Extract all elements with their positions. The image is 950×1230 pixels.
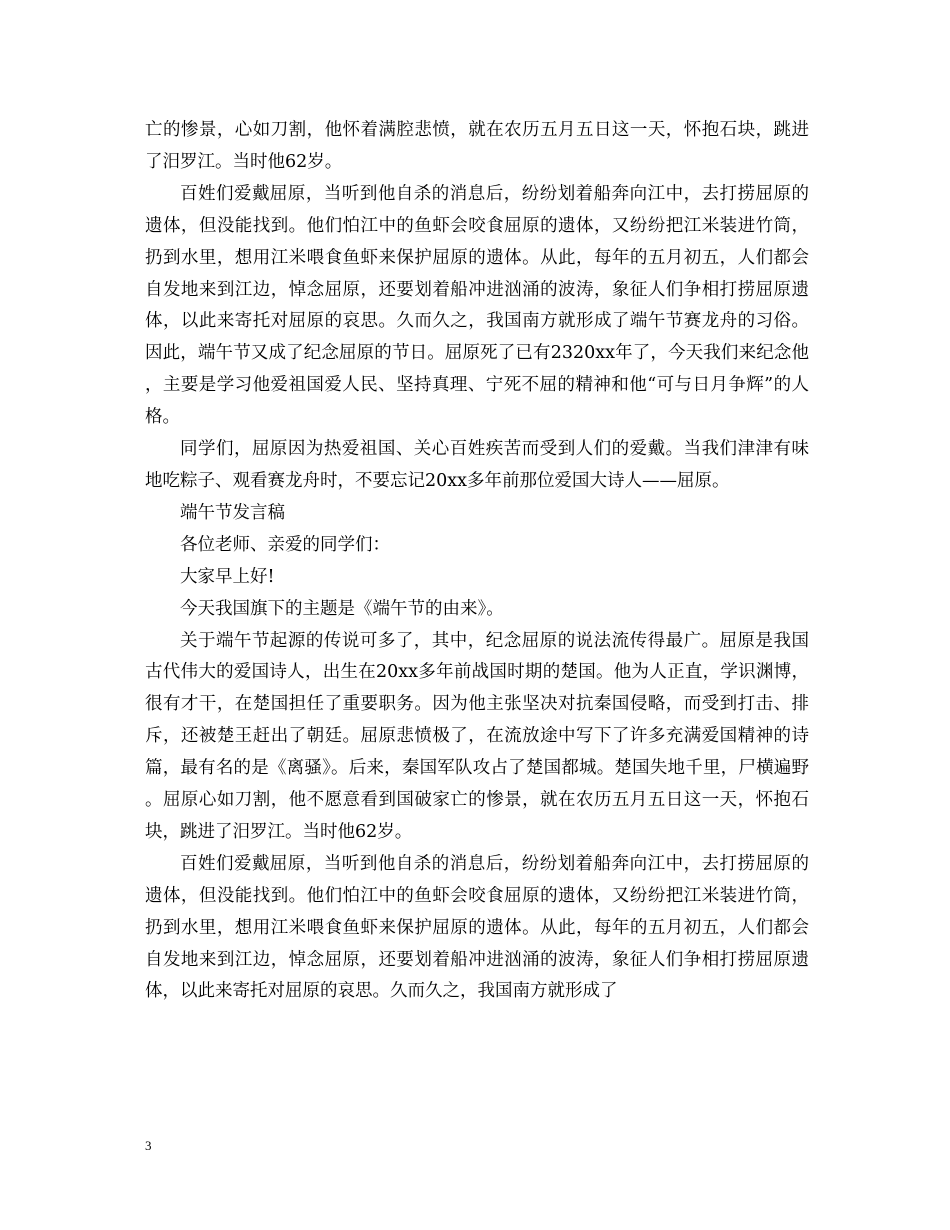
document-body xyxy=(145,115,809,1008)
page-number: 3 xyxy=(145,1138,152,1153)
paragraph: 百姓们爱戴屈原，当听到他自杀的消息后，纷纷划着船奔向江中，去打捞屈原的遗体，但没能找到。他们怕江中的鱼虾会咬食屈原的遗体，又纷纷把江米装进竹筒，扔到水里，想用江米喂食鱼虾来保护屈原的遗体。从此，每年的五月初五，人们都会自发地来到江边，悼念屈原，还要划着船冲进汹涌的波涛，象征人们争相打捞屈原遗体，以此来寄托对屈原的哀思。久而久之，我国南方就形成了 xyxy=(145,853,809,1002)
paragraph: 关于端午节起源的传说可多了，其中，纪念屈原的说法流传得最广。屈原是我国古代伟大的爱国诗人，出生在20xx多年前战国时期的楚国。他为人正直，学识渊博，很有才干，在楚国担任了重要职务。因为他主张坚决对抗秦国侵略，而受到打击、排斥，还被楚王赶出了朝廷。屈原悲愤极了，在流放途中写下了许多充满爱国精神的诗篇，最有名的是《离骚》。后来，秦国军队攻占了楚国都城。楚国失地千里，尸横遍野。屈原心如刀割，他不愿意看到国破家亡的惨景，就在农历五月五日这一天，怀抱石块，跳进了汨罗江。当时他62岁。 xyxy=(145,630,809,842)
paragraph: 大家早上好! xyxy=(180,566,275,587)
document-page xyxy=(145,115,809,1008)
paragraph: 今天我国旗下的主题是《端午节的由来》。 xyxy=(180,598,504,619)
paragraph: 同学们，屈原因为热爱祖国、关心百姓疾苦而受到人们的爱戴。当我们津津有味地吃粽子、观看赛龙舟时，不要忘记20xx多年前那位爱国大诗人——屈原。 xyxy=(145,439,809,491)
paragraph: 亡的惨景，心如刀割，他怀着满腔悲愤，就在农历五月五日这一天，怀抱石块，跳进了汨罗江。当时他62岁。 xyxy=(145,120,809,172)
paragraph: 百姓们爱戴屈原，当听到他自杀的消息后，纷纷划着船奔向江中，去打捞屈原的遗体，但没能找到。他们怕江中的鱼虾会咬食屈原的遗体，又纷纷把江米装进竹筒，扔到水里，想用江米喂食鱼虾来保护屈原的遗体。从此，每年的五月初五，人们都会自发地来到江边，悼念屈原，还要划着船冲进汹涌的波涛，象征人们争相打捞屈原遗体，以此来寄托对屈原的哀思。久而久之，我国南方就形成了端午节赛龙舟的习俗。因此，端午节又成了纪念屈原的节日。屈原死了已有2320xx年了，今天我们来纪念他，主要是学习他爱祖国爱人民、坚持真理、宁死不屈的精神和他“可与日月争辉”的人格。 xyxy=(145,183,809,428)
paragraph: 端午节发言稿 xyxy=(180,502,285,523)
paragraph: 各位老师、亲爱的同学们： xyxy=(180,534,390,555)
